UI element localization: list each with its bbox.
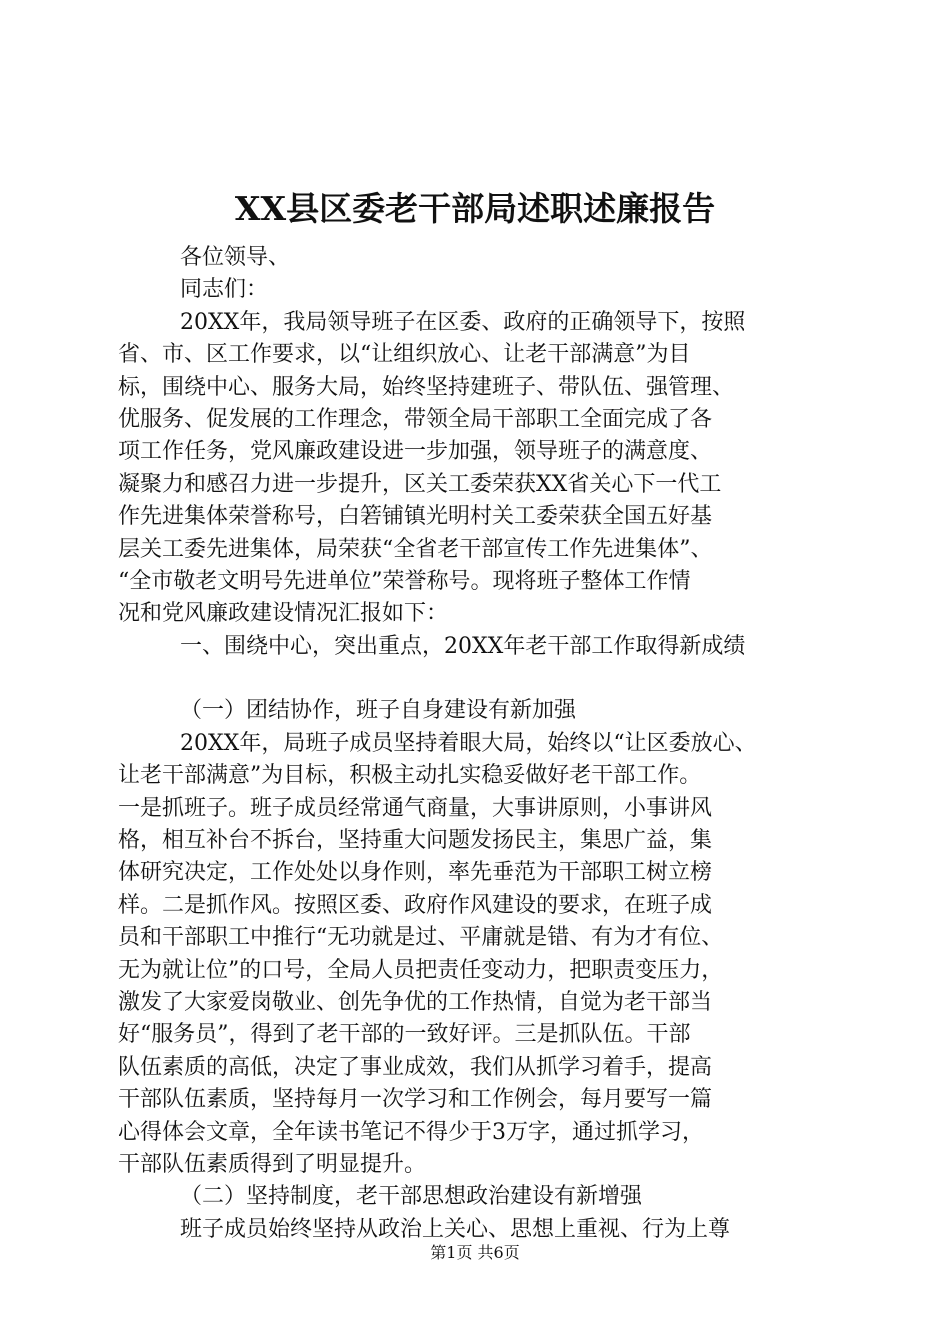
text-line: 20XX年，我局领导班子在区委、政府的正确领导下，按照 [180,309,746,335]
text-line: 项工作任务，党风廉政建设进一步加强，领导班子的满意度、 [118,439,713,465]
text-line: 样。二是抓作风。按照区委、政府作风建设的要求，在班子成 [118,892,713,918]
text-line: 省、市、区工作要求，以“让组织放心、让老干部满意”为目 [118,342,691,368]
text-line: 无为就让位”的口号，全局人员把责任变动力，把职责变压力， [118,957,724,983]
text-line: 心得体会文章，全年读书笔记不得少于3万字，通过抓学习， [118,1119,704,1145]
text-line: 干部队伍素质，坚持每月一次学习和工作例会，每月要写一篇 [118,1087,713,1113]
page-footer: 第1页 共6页 [430,1243,520,1262]
text-line: 干部队伍素质得到了明显提升。 [118,1151,427,1177]
text-line: 班子成员始终坚持从政治上关心、思想上重视、行为上尊 [180,1216,731,1242]
text-line: 层关工委先进集体，局荣获“全省老干部宣传工作先进集体”、 [118,536,713,562]
text-line: 况和党风廉政建设情况汇报如下： [118,601,449,627]
text-line: 体研究决定，工作处处以身作则，率先垂范为干部职工树立榜 [118,860,713,886]
text-line [118,663,838,695]
text-line: 各位领导、 [180,245,291,270]
text-line: 优服务、促发展的工作理念，带领全局干部职工全面完成了各 [118,406,713,432]
text-line: 同志们： [180,277,269,303]
text-line: 队伍素质的高低，决定了事业成效，我们从抓学习着手，提高 [118,1054,713,1080]
text-line: 激发了大家爱岗敬业、创先争优的工作热情，自觉为老干部当 [118,989,713,1015]
text-line: 标，围绕中心、服务大局，始终坚持建班子、带队伍、强管理、 [118,374,735,400]
text-line: （一）团结协作，班子自身建设有新加强 [180,698,577,724]
document-title: XX县区委老干部局述职述廉报告 [234,189,716,228]
text-line: 好“服务员”，得到了老干部的一致好评。三是抓队伍。干部 [118,1022,691,1048]
text-line: 格，相互补台不拆台，坚持重大问题发扬民主，集思广益，集 [118,828,713,854]
text-line: 一、围绕中心，突出重点，20XX年老干部工作取得新成绩 [180,633,746,659]
text-line: 让老干部满意”为目标，积极主动扎实稳妥做好老干部工作。 [118,763,702,789]
text-line: 凝聚力和感召力进一步提升，区关工委荣获XX省关心下一代工 [118,471,722,497]
text-line: 作先进集体荣誉称号，白箬铺镇光明村关工委荣获全国五好基 [118,504,713,530]
text-line: 员和干部职工中推行“无功就是过、平庸就是错、有为才有位、 [118,925,724,951]
text-line: 一是抓班子。班子成员经常通气商量，大事讲原则，小事讲风 [118,795,713,821]
document-body [118,242,838,1246]
text-line: “全市敬老文明号先进单位”荣誉称号。现将班子整体工作情 [118,568,691,594]
text-line: 20XX年，局班子成员坚持着眼大局，始终以“让区委放心、 [180,730,757,756]
text-line: （二）坚持制度，老干部思想政治建设有新增强 [180,1184,643,1210]
